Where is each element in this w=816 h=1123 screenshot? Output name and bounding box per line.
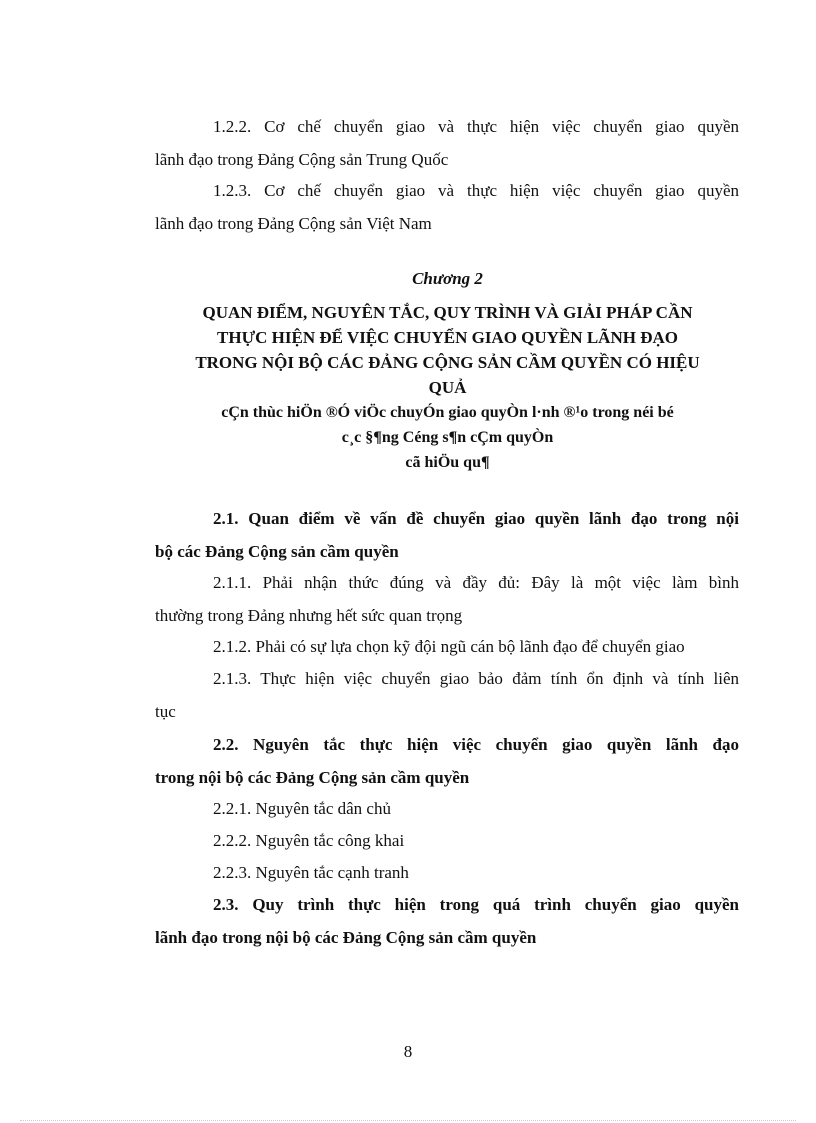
toc-1-2-2-line2: lãnh đạo trong Đảng Cộng sản Trung Quốc [155, 150, 449, 169]
toc-2-1-1-line2: thường trong Đảng nhưng hết sức quan trọng [155, 606, 463, 625]
chapter-title-line-4: QUẢ [428, 378, 467, 397]
toc-1-2-2-line1: 1.2.2. Cơ chế chuyển giao và thực hiện việc chuyển giao quyền [213, 117, 739, 136]
toc-1-2-3-line1: 1.2.3. Cơ chế chuyển giao và thực hiện việc chuyển giao quyền [213, 181, 739, 200]
chapter-title-line-1: QUAN ĐIỂM, NGUYÊN TẮC, QUY TRÌNH VÀ GIẢI PHÁP CẦN [202, 303, 693, 322]
page-number: 8 [403, 1042, 413, 1061]
toc-2-1-line1: 2.1. Quan điểm về vấn đề chuyển giao quyền lãnh đạo trong nội [213, 509, 739, 528]
chapter-subtitle-line-2: c¸c §¶ng Céng s¶n cÇm quyÒn [341, 429, 554, 446]
toc-2-1-1-line1: 2.1.1. Phải nhận thức đúng và đầy đủ: Đây là một việc làm bình [213, 573, 739, 592]
chapter-subtitle-line-3: cã hiÖu qu¶ [405, 454, 490, 471]
toc-2-1-2: 2.1.2. Phải có sự lựa chọn kỹ đội ngũ cán bộ lãnh đạo để chuyển giao [213, 637, 685, 656]
chapter-title-line-2: THỰC HIỆN ĐỂ VIỆC CHUYỂN GIAO QUYỀN LÃNH ĐẠO [217, 328, 678, 347]
toc-2-1-3-line2: tục [155, 702, 176, 721]
chapter-label: Chương 2 [412, 269, 483, 288]
toc-2-3-line2: lãnh đạo trong nội bộ các Đảng Cộng sản cầm quyền [155, 928, 537, 947]
toc-2-2-2: 2.2.2. Nguyên tắc công khai [213, 831, 405, 850]
toc-2-2-line2: trong nội bộ các Đảng Cộng sản cầm quyền [155, 768, 470, 787]
toc-2-3-line1: 2.3. Quy trình thực hiện trong quá trình chuyển giao quyền [213, 895, 739, 914]
toc-1-2-3-line2: lãnh đạo trong Đảng Cộng sản Việt Nam [155, 214, 432, 233]
chapter-subtitle-line-1: cÇn thùc hiÖn ®Ó viÖc chuyÓn giao quyÒn l·nh ®¹o trong néi bé [221, 404, 674, 421]
toc-2-1-3-line1: 2.1.3. Thực hiện việc chuyển giao bảo đảm tính ổn định và tính liên [213, 669, 739, 688]
toc-2-1-line2: bộ các Đảng Cộng sản cầm quyền [155, 542, 399, 561]
page-bottom-rule [20, 1120, 796, 1121]
toc-2-2-1: 2.2.1. Nguyên tắc dân chủ [213, 799, 391, 818]
toc-2-2-3: 2.2.3. Nguyên tắc cạnh tranh [213, 863, 409, 882]
chapter-title-line-3: TRONG NỘI BỘ CÁC ĐẢNG CỘNG SẢN CẦM QUYỀN CÓ HIỆU [195, 353, 700, 372]
toc-2-2-line1: 2.2. Nguyên tắc thực hiện việc chuyển giao quyền lãnh đạo [213, 735, 739, 754]
